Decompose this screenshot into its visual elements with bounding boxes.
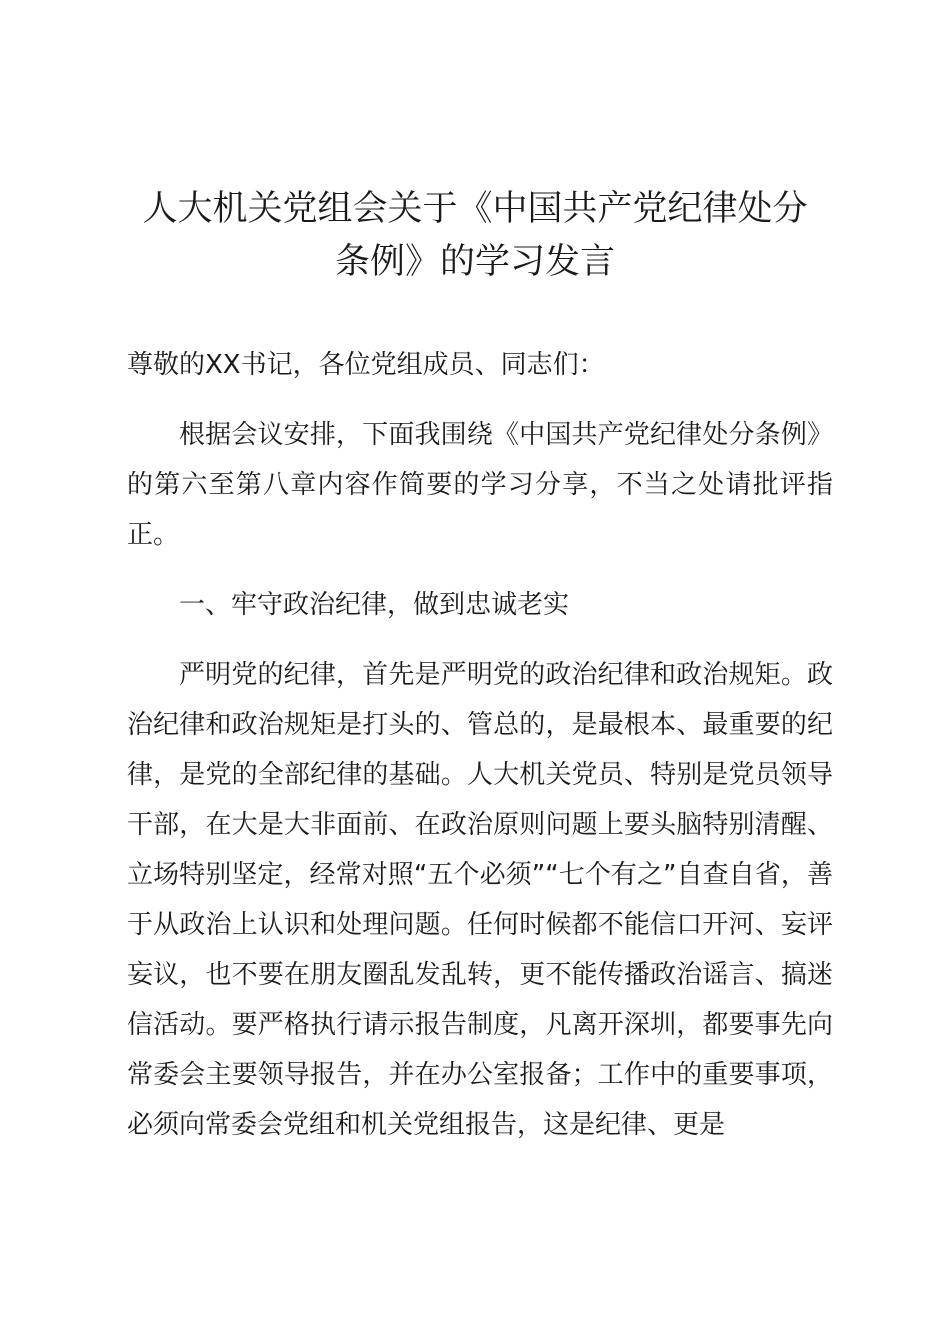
section-heading: 一、牢守政治纪律，做到忠诚老实 — [179, 590, 570, 620]
document-title — [100, 183, 850, 289]
salutation: 尊敬的XX书记，各位党组成员、同志们： — [127, 350, 605, 380]
document-body — [127, 340, 833, 1170]
title-line-1: 人大机关党组会关于《中国共产党纪律处分 — [142, 189, 808, 229]
section-paragraph: 严明党的纪律，首先是严明党的政治纪律和政治规矩。政治纪律和政治规矩是打头的、管总的，是最根本、最重要的纪律，是党的全部纪律的基础。人大机关党员、特别是党员领导干部，在大是大非面前、在政治原则问题上要头脑特别清醒、立场特别坚定，经常对照“五个必须”“七个有之”自查自省，善于从政治上认识和处理问题。任何时候都不能信口开河、妄评妄议，也不要在朋友圈乱发乱转，更不能传播政治谣言、搞迷信活动。要严格执行请示报告制度，凡离开深圳，都要事先向常委会主要领导报告，并在办公室报备；工作中的重要事项，必须向常委会党组和机关党组报告，这是纪律、更是 — [127, 660, 833, 1140]
intro-paragraph: 根据会议安排，下面我围绕《中国共产党纪律处分条例》的第六至第八章内容作简要的学习分享，不当之处请批评指正。 — [127, 420, 833, 550]
title-line-2: 条例》的学习发言 — [334, 242, 615, 282]
